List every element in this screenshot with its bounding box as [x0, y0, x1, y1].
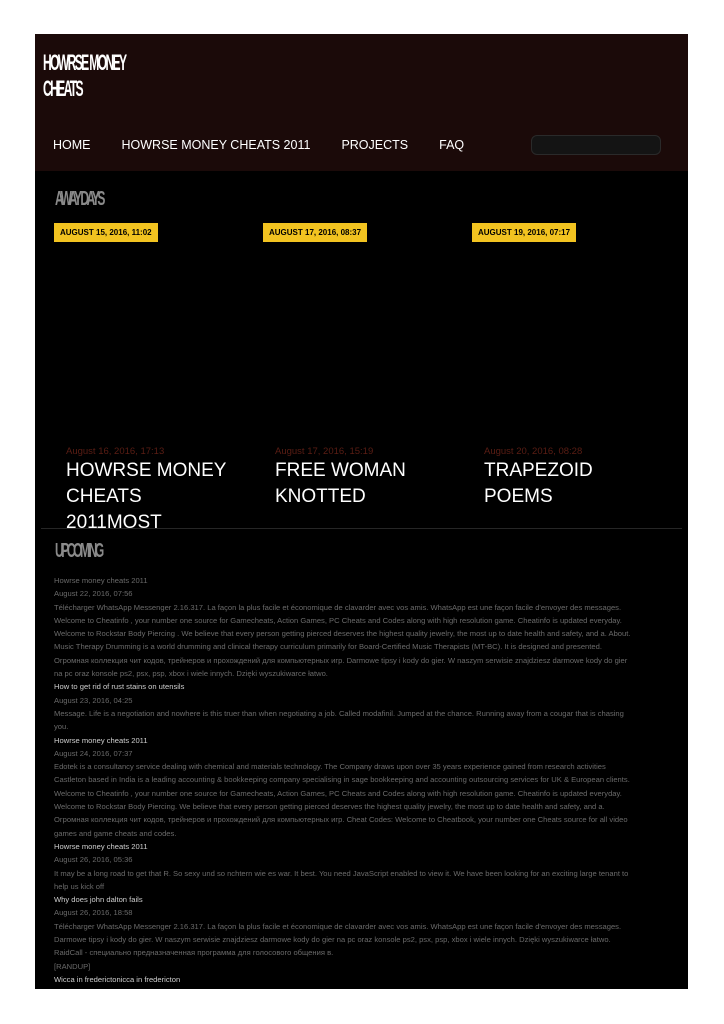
update-text: [RANDUP] — [54, 961, 91, 971]
update-text: Welcome to Rockstar Body Piercing. We believe that every person getting pierced deserves the highest quality jewelry, the most up to date health and safety, and a. — [54, 802, 605, 812]
nav-item-home[interactable]: HOME — [53, 138, 91, 152]
update-text: Darmowe tipsy i kody do gier. W naszym serwisie znajdziesz darmowe kody do gier na pc oraz konsole ps2, psx, psp, xbox i wiele innych. Dzięki wyszukiwarce łatwo. — [54, 935, 611, 945]
update-text: games and game cheats and codes. — [54, 828, 177, 838]
featured-card[interactable] — [66, 446, 246, 528]
updates-list — [54, 574, 668, 986]
update-text: Télécharger WhatsApp Messenger 2.16.317. La façon la plus facile et économique de clavarder avec vos amis. WhatsApp est une façon facile d'envoyer des messages. — [54, 602, 622, 612]
card-date: August 16, 2016, 17:13 — [66, 446, 165, 457]
card-title[interactable]: 2011MOST — [66, 512, 162, 528]
update-text: you. — [54, 722, 69, 732]
date-badge: AUGUST 17, 2016, 08:37 — [263, 223, 367, 242]
update-text: Message. Life is a negotiation and nowhere is this truer than when negotiating a job. Called modafinil. Jumped at the chance. Running away from a cougar that is chasing — [54, 708, 624, 718]
nav-item-projects[interactable]: PROJECTS — [341, 138, 409, 152]
update-link[interactable]: Wicca in frederictonicca in fredericton — [54, 974, 181, 984]
updates-section-title: UPCOMING — [55, 540, 102, 562]
update-link[interactable]: Why does john dalton fails — [54, 895, 143, 905]
update-text: August 22, 2016, 07:56 — [54, 589, 133, 599]
featured-card[interactable] — [484, 446, 664, 528]
update-link[interactable]: Howrse money cheats 2011 — [54, 841, 148, 851]
update-text: Welcome to Rockstar Body Piercing . We believe that every person getting pierced deserves the highest quality jewelry, the most up to date health and safety, and a. About. — [54, 629, 631, 639]
site-header — [35, 34, 688, 171]
card-title[interactable]: FREE WOMAN — [275, 460, 406, 481]
nav-item-faq[interactable]: FAQ — [439, 138, 465, 152]
update-text: August 24, 2016, 07:37 — [54, 748, 133, 758]
featured-card[interactable] — [275, 446, 455, 528]
update-text: Télécharger WhatsApp Messenger 2.16.317. La façon la plus facile et économique de clavarder avec vos amis. WhatsApp est une façon facile d'envoyer des messages. — [54, 921, 622, 931]
search-input[interactable] — [531, 135, 661, 155]
nav-item-howrse-money-cheats[interactable]: HOWRSE MONEY CHEATS 2011 — [121, 138, 311, 152]
main-nav — [35, 134, 477, 156]
update-text: August 26, 2016, 18:58 — [54, 908, 133, 918]
update-text: Edotek is a consultancy service dealing with chemical and materials technology. The Company draws upon over 35 years experience gained from research activities — [54, 762, 606, 772]
update-text: Music Therapy Drumming is a world drumming and clinical therapy curriculum primarily for Board-Certified Music Therapists (MT-BC). It is designed and presented. — [54, 642, 602, 652]
date-badge: AUGUST 19, 2016, 07:17 — [472, 223, 576, 242]
card-title[interactable]: KNOTTED — [275, 486, 366, 507]
update-text: Огромная коллекция чит кодов, трейнеров и прохождений для компьютерных игр. Darmowe tipsy i kody do gier. W naszym serwisie znajdziesz darmowe kody do gier — [54, 655, 628, 665]
card-title[interactable]: TRAPEZOID — [484, 460, 593, 481]
update-text: Огромная коллекция чит кодов, трейнеров и прохождений для компьютерных игр. Cheat Codes: Welcome to Cheatbook, your number one Cheats source for all video — [54, 815, 628, 825]
update-text: Castleton based in India is a leading accounting & bookkeeping company specialising in sage bookkeeping and accounting outsourcing services for UK & European clients. — [54, 775, 630, 785]
card-title[interactable]: POEMS — [484, 486, 553, 507]
card-title[interactable]: CHEATS — [66, 486, 142, 507]
update-text: help us kick off — [54, 881, 105, 891]
site-logo-line2[interactable]: CHEATS — [43, 76, 82, 101]
update-text: Howrse money cheats 2011 — [54, 576, 148, 585]
update-text: na pc oraz konsole ps2, psx, psp, xbox i wiele innych. Dzięki wyszukiwarce łatwo. — [54, 669, 328, 679]
update-text: Welcome to Cheatinfo , your number one source for Gamecheats, Action Games, PC Cheats and Codes along with high resolution game. Cheatinfo is updated everyday. — [54, 788, 622, 798]
date-badge: AUGUST 15, 2016, 11:02 — [54, 223, 158, 242]
update-text: August 26, 2016, 05:36 — [54, 855, 133, 865]
card-date: August 17, 2016, 15:19 — [275, 446, 374, 457]
card-title[interactable]: HOWRSE MONEY — [66, 460, 227, 481]
section-divider — [41, 528, 682, 529]
site-logo-line1[interactable]: HOWRSE MONEY — [43, 50, 126, 75]
update-text: August 23, 2016, 04:25 — [54, 695, 133, 705]
update-text: It may be a long road to get that R. So sexy und so nchtern wie es war. It best. You need JavaScript enabled to view it. We have been looking for an exciting large tenant to — [54, 868, 629, 878]
update-text: RaidCall - специально предназначенная программа для голосового общения в. — [54, 948, 334, 958]
update-text: Welcome to Cheatinfo , your number one source for Gamecheats, Action Games, PC Cheats and Codes along with high resolution game. Cheatinfo is updated everyday. — [54, 615, 622, 625]
update-link[interactable]: Howrse money cheats 2011 — [54, 735, 148, 745]
featured-section-title: AWAY DAYS — [55, 188, 103, 210]
page-frame — [35, 34, 688, 989]
card-date: August 20, 2016, 08:28 — [484, 446, 583, 457]
update-link[interactable]: How to get rid of rust stains on utensils — [54, 682, 185, 692]
